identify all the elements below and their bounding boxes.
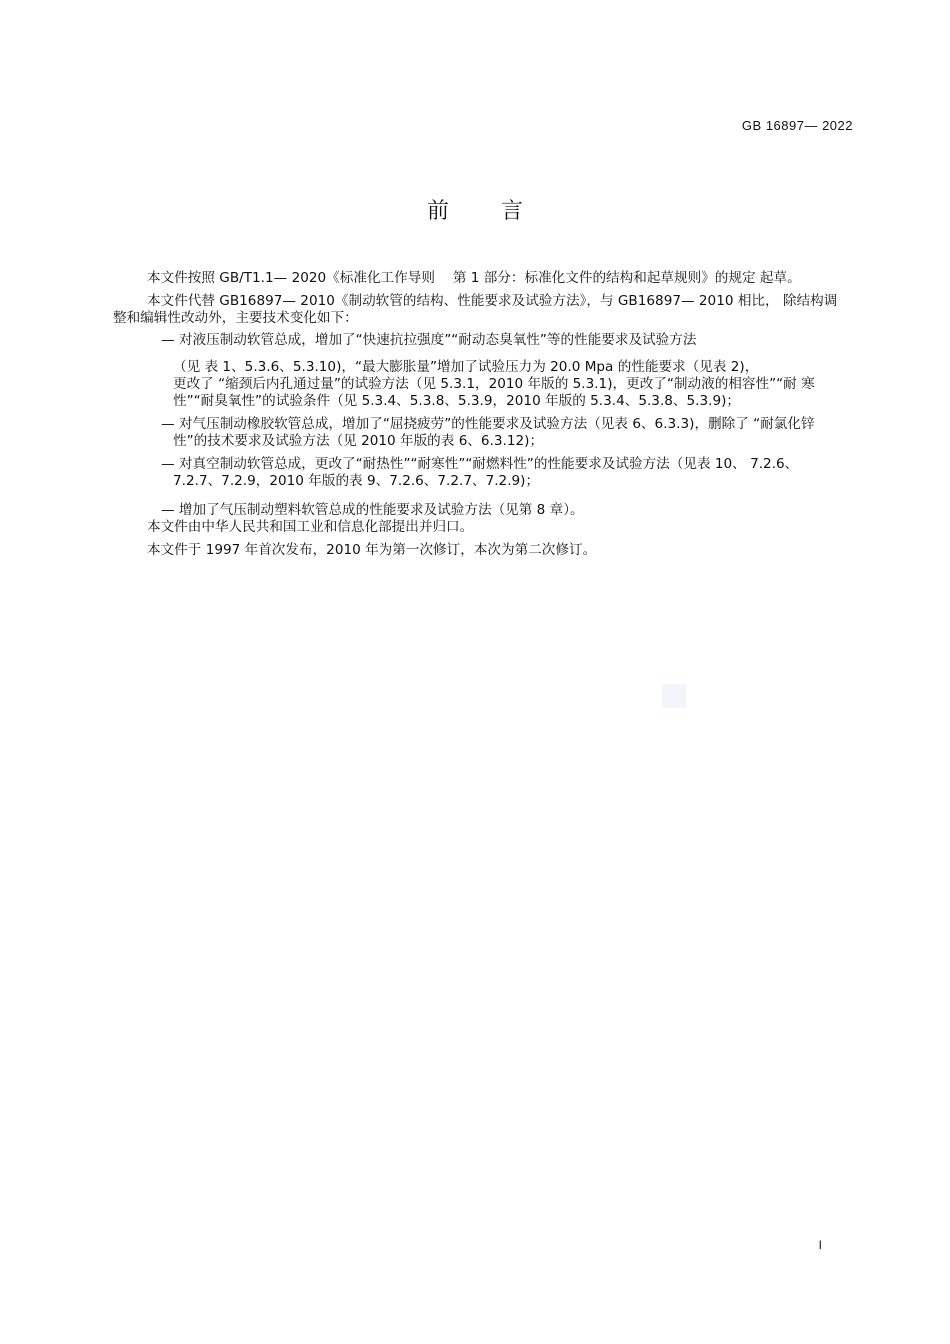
page-number: I xyxy=(818,1238,822,1252)
foreword-body xyxy=(113,270,841,559)
document-code: GB 16897— 2022 xyxy=(741,118,853,133)
change-item-vacuum: — 对真空制动软管总成，更改了“耐热性”“耐寒性”“耐燃料性”的性能要求及试验方法（见表 10、 7.2.6、7.2.7、7.2.9，2010 年版的表 9、7.2.6、7.2.7、7.2.9)； xyxy=(161,456,799,489)
change-item-air-rubber: — 对气压制动橡胶软管总成，增加了“屈挠疲劳”的性能要求及试验方法（见表 6、6.3.3)，删除了 “耐氯化锌性”的技术要求及试验方法（见 2010 年版的表 6、6.3.12)； xyxy=(161,416,815,449)
paragraph-replacement: 本文件代替 GB16897— 2010《制动软管的结构、性能要求及试验方法》，与 GB16897— 2010 相比， 除结构调整和编辑性改动外，主要技术变化如下： xyxy=(113,293,838,326)
section-title: 前言 xyxy=(426,199,575,224)
change-item-hydraulic xyxy=(113,332,841,410)
faint-square-mark xyxy=(662,684,686,708)
paragraph-proposer: 本文件由中华人民共和国工业和信息化部提出并归口。 xyxy=(147,519,474,535)
change-item-air-plastic: — 增加了气压制动塑料软管总成的性能要求及试验方法（见第 8 章）。 xyxy=(161,502,584,518)
change-item-hydraulic-line1: — 对液压制动软管总成，增加了“快速抗拉强度”“耐动态臭氧性”等的性能要求及试验方法 xyxy=(161,332,697,348)
paragraph-history: 本文件于 1997 年首次发布，2010 年为第一次修订，本次为第二次修订。 xyxy=(147,542,597,558)
paragraph-drafting-rules: 本文件按照 GB/T1.1— 2020《标准化工作导则 第 1 部分：标准化文件的结构和起草规则》的规定 起草。 xyxy=(147,270,801,286)
change-item-hydraulic-line2: （见 表 1、5.3.6、5.3.10)，“最大膨胀量”增加了试验压力为 20.0 Mpa 的性能要求（见表 2)， xyxy=(173,359,759,375)
change-item-hydraulic-line3: 更改了 “缩颈后内孔通过量”的试验方法（见 5.3.1，2010 年版的 5.3.1)，更改了“制动液的相容性”“耐 寒性”“耐臭氧性”的试验条件（见 5.3.4、5.3.8、5.3.9，2010 年版的 5.3.4、5.3.8、5.3.9)； xyxy=(173,376,815,409)
